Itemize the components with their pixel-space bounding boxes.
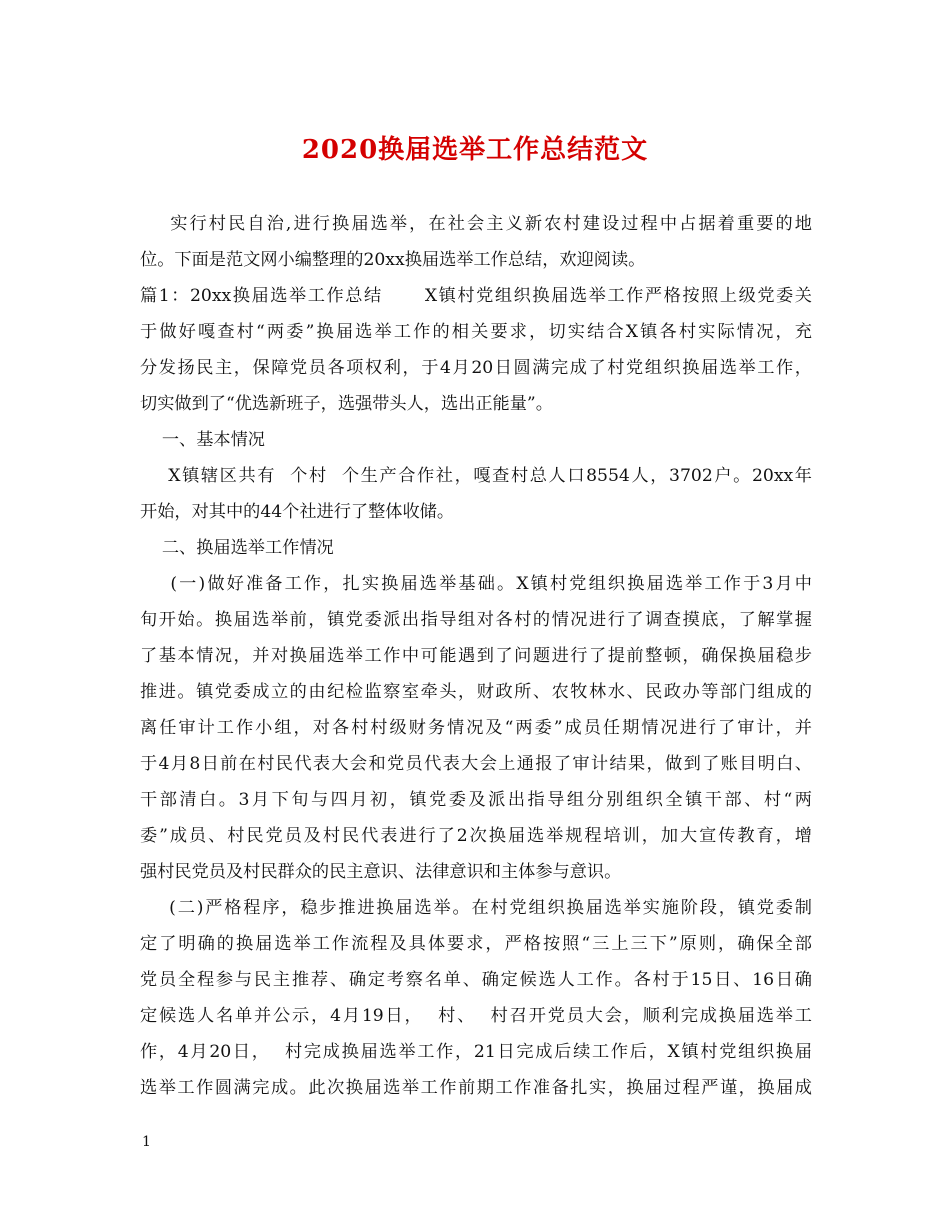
body-text-line: (二)严格程序，稳步推进换届选举。在村党组织换届选举实施阶段，镇党委制 bbox=[140, 898, 812, 918]
body-text-line: 委”成员、村民党员及村民代表进行了2次换届选举规程培训，加大宣传教育，增 bbox=[140, 826, 812, 846]
body-text-line: 定候选人名单并公示，4月19日， 村、 村召开党员大会，顺利完成换届选举工 bbox=[140, 1006, 812, 1026]
body-text-line: 离任审计工作小组，对各村村级财务情况及“两委”成员任期情况进行了审计，并 bbox=[140, 718, 812, 738]
body-text-line: 选举工作圆满完成。此次换届选举工作前期工作准备扎实，换届过程严谨，换届成 bbox=[140, 1078, 812, 1098]
body-text-line: 作，4月20日， 村完成换届选举工作，21日完成后续工作后，X镇村党组织换届 bbox=[140, 1042, 812, 1062]
body-text-line: 于4月8日前在村民代表大会和党员代表大会上通报了审计结果，做到了账目明白、 bbox=[140, 754, 812, 774]
body-text-line: 二、换届选举工作情况 bbox=[140, 538, 334, 558]
body-text-line: 旬开始。换届选举前，镇党委派出指导组对各村的情况进行了调查摸底，了解掌握 bbox=[140, 610, 812, 630]
body-text-line: 篇1：20xx换届选举工作总结 X镇村党组织换届选举工作严格按照上级党委关 bbox=[140, 286, 812, 306]
body-text-line: 了基本情况，并对换届选举工作中可能遇到了问题进行了提前整顿，确保换届稳步 bbox=[140, 646, 812, 666]
document-body bbox=[140, 206, 812, 1106]
body-text-line: X镇辖区共有 个村 个生产合作社，嘎查村总人口8554人，3702户。20xx年 bbox=[140, 466, 812, 486]
body-text-line: 分发扬民主，保障党员各项权利，于4月20日圆满完成了村党组织换届选举工作， bbox=[140, 358, 812, 378]
body-text-line: 推进。镇党委成立的由纪检监察室牵头，财政所、农牧林水、民政办等部门组成的 bbox=[140, 682, 812, 702]
body-text-line: 切实做到了“优选新班子，选强带头人，选出正能量”。 bbox=[140, 394, 553, 414]
body-text-line: 于做好嘎查村“两委”换届选举工作的相关要求，切实结合X镇各村实际情况，充 bbox=[140, 322, 812, 342]
body-text-line: 开始，对其中的44个社进行了整体收储。 bbox=[140, 502, 455, 522]
document-title: 2020换届选举工作总结范文 bbox=[301, 135, 649, 165]
body-text-line: 强村民党员及村民群众的民主意识、法律意识和主体参与意识。 bbox=[140, 862, 622, 882]
body-text-line: 定了明确的换届选举工作流程及具体要求，严格按照“三上三下”原则，确保全部 bbox=[140, 934, 812, 954]
body-text-line: 党员全程参与民主推荐、确定考察名单、确定候选人工作。各村于15日、16日确 bbox=[140, 970, 812, 990]
page-number: 1 bbox=[142, 1134, 151, 1150]
body-text-line: 干部清白。3月下旬与四月初，镇党委及派出指导组分别组织全镇干部、村“两 bbox=[140, 790, 812, 810]
body-text-line: 位。下面是范文网小编整理的20xx换届选举工作总结，欢迎阅读。 bbox=[140, 250, 646, 270]
body-text-line: 实行村民自治,进行换届选举，在社会主义新农村建设过程中占据着重要的地 bbox=[140, 214, 812, 234]
body-text-line: (一)做好准备工作，扎实换届选举基础。X镇村党组织换届选举工作于3月中 bbox=[140, 574, 812, 594]
body-text-line: 一、基本情况 bbox=[140, 430, 265, 450]
